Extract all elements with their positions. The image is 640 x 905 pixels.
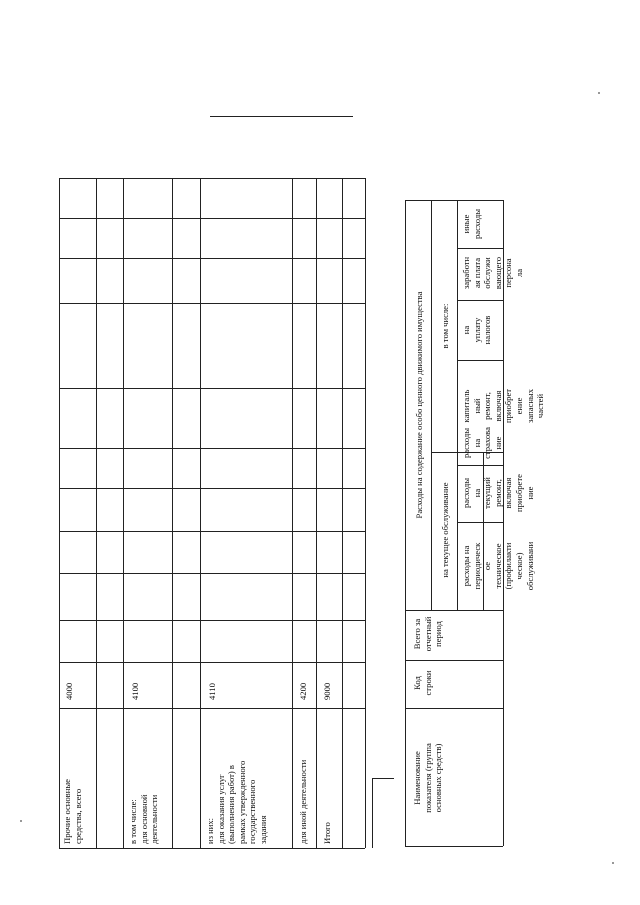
col-periodic: расходы на периодическ ое техническое (профилакти ческое) обслуживани [461, 541, 535, 591]
scan-speck [20, 820, 22, 822]
row-code-4000: 4000 [64, 682, 74, 700]
connector-vline [372, 778, 373, 848]
row-name-4000: Прочие основные средства, всего [62, 779, 83, 844]
header-total: Всего за отчетный период [412, 616, 444, 652]
row-code-4100: 4100 [130, 682, 140, 700]
header-current-service: на текущее обслуживание [440, 482, 450, 578]
row-name-9000: Итого [322, 822, 332, 844]
col-salary: заработн ая плата обслужи вающего персона ла [461, 256, 524, 290]
connector-line [372, 778, 394, 779]
row-code-4110: 4110 [207, 683, 217, 700]
scan-speck [612, 862, 614, 864]
row-name-4110: из них: для оказания услуг (выполнения работ) в рамках утвержденного государственного задания [205, 760, 268, 844]
col-other: иные расходы [461, 209, 482, 239]
col-insurance: расходы на страхова ние [461, 427, 503, 459]
header-incl: в том числе: [440, 303, 450, 349]
header-rule [210, 116, 353, 117]
header-main-group: Расходы на содержание особо ценного движимого имущества [414, 291, 424, 519]
row-name-4100: в том числе: для основной деятельности [128, 794, 160, 844]
col-taxes: на уплату налогов [461, 315, 493, 345]
row-name-4200: для иной деятельности [298, 759, 308, 844]
col-capital: капиталь ный ремонт, включая приобрет ение запасных частей [461, 388, 546, 424]
scan-speck [598, 92, 600, 94]
col-current-repair: расходы на текущий ремонт, включая приобрете ние [461, 474, 535, 512]
header-name: Наименование показателя (группа основных средств) [412, 743, 444, 813]
row-code-9000: 9000 [322, 682, 332, 700]
header-code: Код строки [412, 670, 433, 696]
row-code-4200: 4200 [298, 682, 308, 700]
